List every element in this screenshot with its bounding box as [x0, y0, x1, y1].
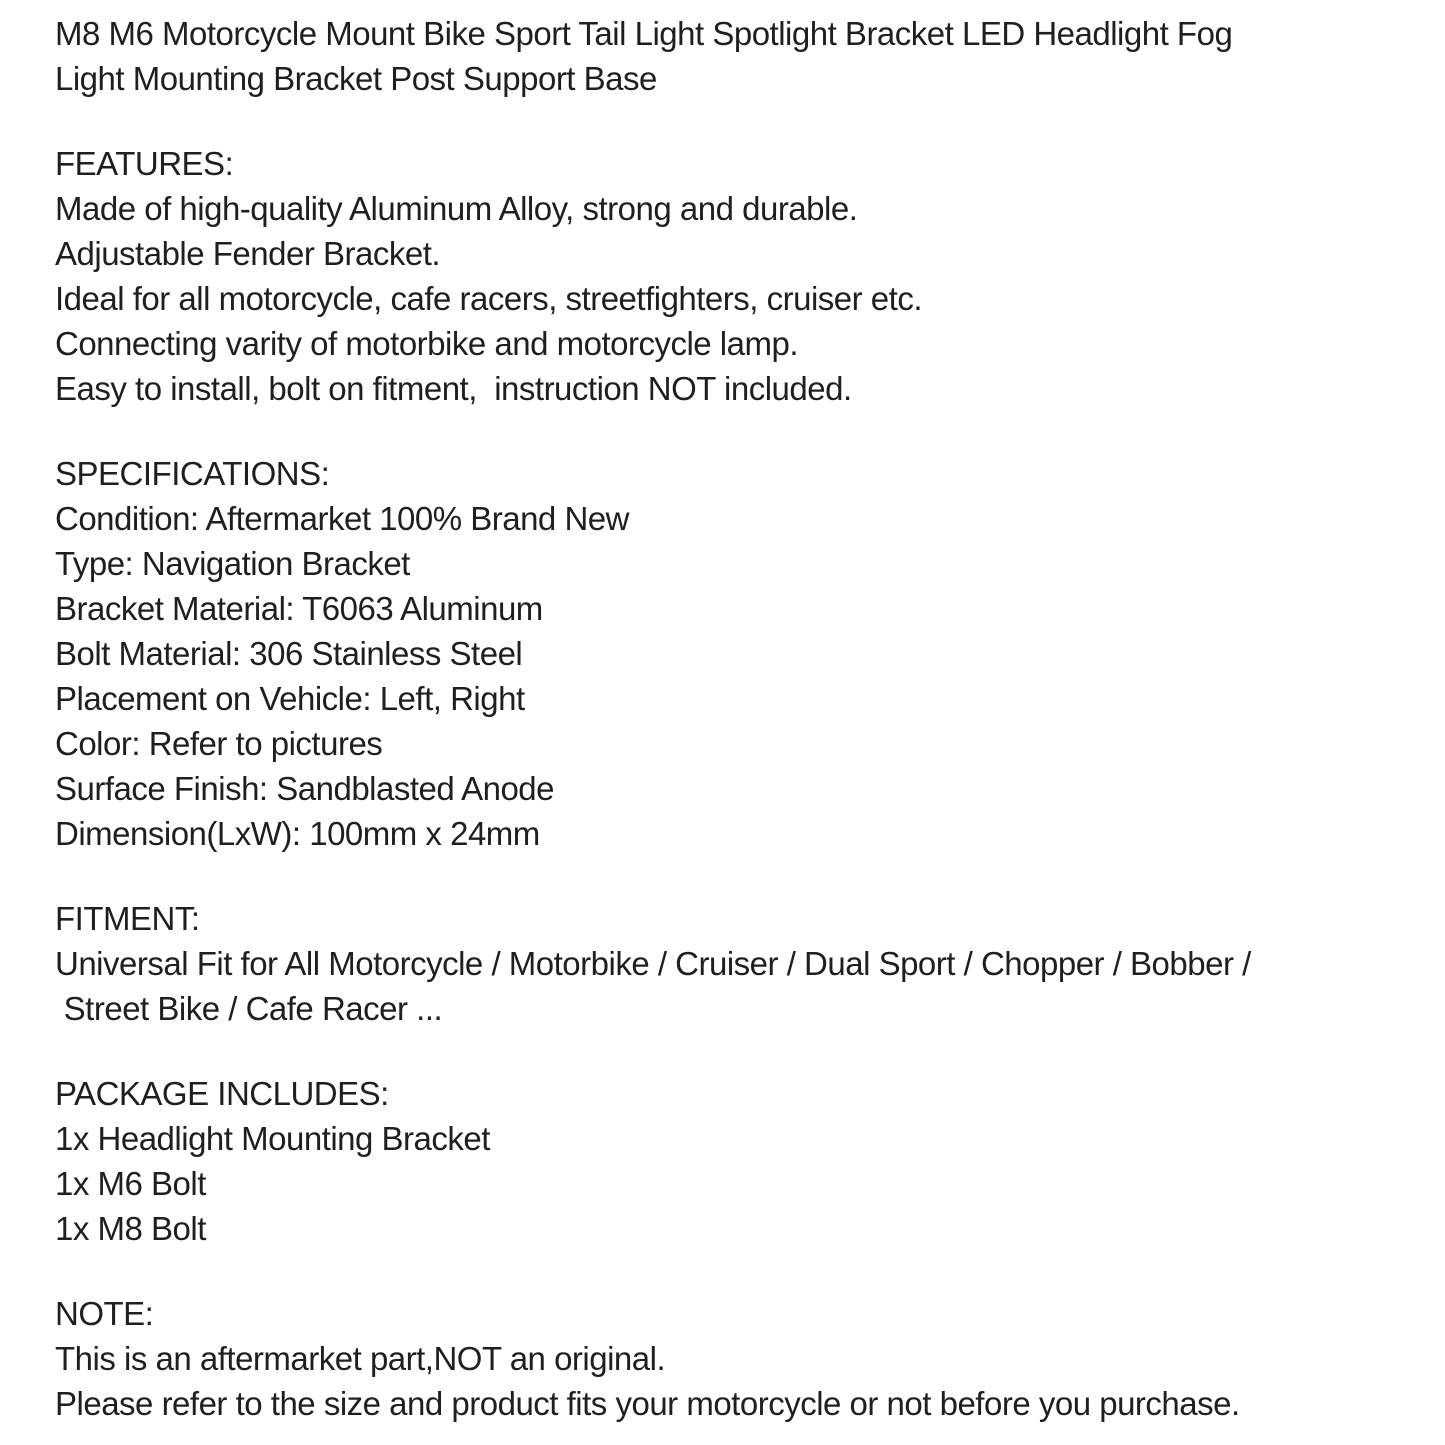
text-block	[55, 1071, 1445, 1251]
text-line: Universal Fit for All Motorcycle / Motorbike / Cruiser / Dual Sport / Chopper / Bobber /	[55, 945, 1251, 982]
text-line: Street Bike / Cafe Racer ...	[55, 990, 443, 1027]
text-line: 1x M6 Bolt	[55, 1165, 206, 1202]
text-line: Easy to install, bolt on fitment, instruction NOT included.	[55, 370, 852, 407]
text-line: Placement on Vehicle: Left, Right	[55, 680, 525, 717]
text-line: Made of high-quality Aluminum Alloy, strong and durable.	[55, 190, 858, 227]
text-line: Light Mounting Bracket Post Support Base	[55, 60, 657, 97]
text-block	[55, 11, 1445, 101]
text-line: Type: Navigation Bracket	[55, 545, 410, 582]
section-heading: FEATURES:	[55, 145, 234, 182]
text-line: Bolt Material: 306 Stainless Steel	[55, 635, 523, 672]
text-line: Surface Finish: Sandblasted Anode	[55, 770, 555, 807]
text-line: Color: Refer to pictures	[55, 725, 383, 762]
text-block	[55, 896, 1445, 1031]
text-line: Ideal for all motorcycle, cafe racers, streetfighters, cruiser etc.	[55, 280, 922, 317]
text-block	[55, 141, 1445, 411]
section-heading: FITMENT:	[55, 900, 200, 937]
text-line: 1x M8 Bolt	[55, 1210, 206, 1247]
text-line: Bracket Material: T6063 Aluminum	[55, 590, 543, 627]
text-line: This is an aftermarket part,NOT an original.	[55, 1340, 666, 1377]
text-line: Please refer to the size and product fits your motorcycle or not before you purchase.	[55, 1385, 1240, 1422]
text-block	[55, 451, 1445, 856]
section-heading: SPECIFICATIONS:	[55, 455, 330, 492]
text-line: Connecting varity of motorbike and motorcycle lamp.	[55, 325, 799, 362]
text-line: Condition: Aftermarket 100% Brand New	[55, 500, 629, 537]
text-line: Dimension(LxW): 100mm x 24mm	[55, 815, 540, 852]
section-heading: PACKAGE INCLUDES:	[55, 1075, 389, 1112]
text-block	[55, 1291, 1445, 1426]
text-line: 1x Headlight Mounting Bracket	[55, 1120, 490, 1157]
text-line: Adjustable Fender Bracket.	[55, 235, 441, 272]
text-line: M8 M6 Motorcycle Mount Bike Sport Tail Light Spotlight Bracket LED Headlight Fog	[55, 15, 1233, 52]
section-heading: NOTE:	[55, 1295, 154, 1332]
